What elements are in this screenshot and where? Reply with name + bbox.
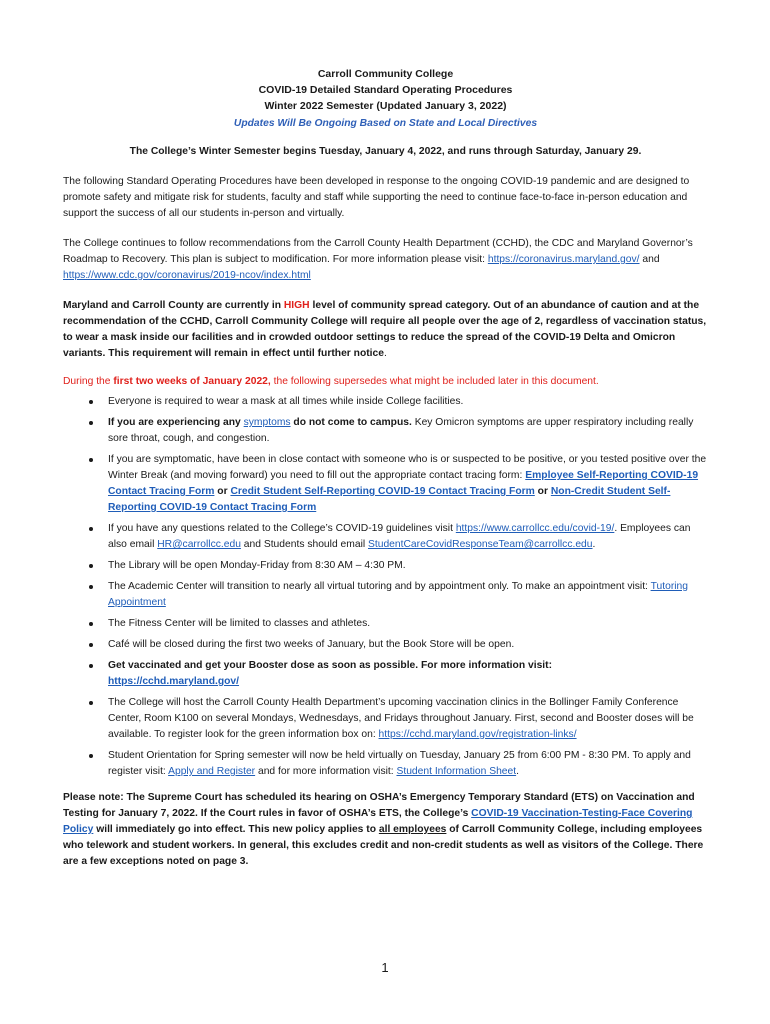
maryland-coronavirus-link[interactable]: https://coronavirus.maryland.gov/ bbox=[487, 254, 640, 265]
cchd-link[interactable]: https://cchd.maryland.gov/ bbox=[108, 676, 240, 687]
hr-email-link[interactable]: HR@carrollcc.edu bbox=[157, 539, 241, 550]
bullet-icon bbox=[89, 527, 93, 531]
supreme-court-note: Please note: The Supreme Court has scheduled its hearing on OSHA’s Emergency Temporary Standard (ETS) on Vaccination and Testing for January 7, 2022. If the Court rules in favor of OSHA’s ETS, the College’s COVID-19 Vaccination-Testing-Face Covering Policy will immediately go into effect. This new policy applies to all employees of Carroll Community College, including employees who telework and student workers. In general, this excludes credit and non-credit students as well as visitors of the College. There are a few exceptions noted on page 3. bbox=[63, 792, 704, 867]
semester-line: Winter 2022 Semester (Updated January 3, 2022) bbox=[264, 100, 507, 112]
list-item: Get vaccinated and get your Booster dose as soon as possible. For more information visit: https://cchd.maryland.gov/ bbox=[63, 658, 708, 690]
bullet-icon bbox=[89, 564, 93, 568]
symptoms-link[interactable]: symptoms bbox=[243, 417, 291, 428]
vaccination-policy-link[interactable]: COVID-19 Vaccination-Testing-Face Covering Policy bbox=[63, 808, 693, 835]
high-level-label: HIGH bbox=[283, 300, 310, 311]
bullet-icon bbox=[89, 701, 93, 705]
registration-links-link[interactable]: https://cchd.maryland.gov/registration-links/ bbox=[378, 729, 577, 740]
recommendations-paragraph: The College continues to follow recommendations from the Carroll County Health Department (CCHD), the CDC and Maryland Governor’s Roadmap to Recovery. This plan is subject to modification. For more information please visit: https://coronavirus.maryland.gov/ and https://www.cdc.gov/coronavirus/2019-ncov/index.html bbox=[63, 238, 693, 281]
bullet-icon bbox=[89, 622, 93, 626]
document-header bbox=[63, 66, 708, 114]
document-title: COVID-19 Detailed Standard Operating Procedures bbox=[258, 84, 513, 96]
apply-register-link[interactable]: Apply and Register bbox=[168, 766, 256, 777]
updates-subtitle: Updates Will Be Ongoing Based on State and Local Directives bbox=[233, 118, 538, 129]
list-item: The Library will be open Monday-Friday from 8:30 AM – 4:30 PM. bbox=[63, 558, 708, 574]
page-number: 1 bbox=[381, 960, 389, 975]
student-care-email-link[interactable]: StudentCareCovidResponseTeam@carrollcc.edu bbox=[368, 539, 593, 550]
list-item: If you are experiencing any symptoms do not come to campus. Key Omicron symptoms are upper respiratory including really sore throat, cough, and congestion. bbox=[63, 415, 708, 447]
bullet-icon bbox=[89, 458, 93, 462]
list-item: Café will be closed during the first two weeks of January, but the Book Store will be open. bbox=[63, 637, 708, 653]
spread-level-paragraph: Maryland and Carroll County are currently in HIGH level of community spread category. Out of an abundance of caution and at the recommendation of the CCHD, Carroll Community College will require all people over the age of 2, regardless of vaccination status, to wear a mask inside our facilities and in crowded outdoor settings to reduce the spread of the COVID-19 Delta and Omicron variants. This requirement will remain in effect until further notice. bbox=[63, 300, 707, 359]
bullet-icon bbox=[89, 400, 93, 404]
semester-dates: The College’s Winter Semester begins Tuesday, January 4, 2022, and runs through Saturday, January 29. bbox=[129, 146, 642, 157]
student-info-sheet-link[interactable]: Student Information Sheet bbox=[396, 766, 517, 777]
list-item: The College will host the Carroll County Health Department’s upcoming vaccination clinics in the Bollinger Family Conference Center, Room K100 on several Mondays, Wednesdays, and Fridays throughout January. First, second and Booster doses will be available. To register look for the green information box on: https://cchd.maryland.gov/registration-links/ bbox=[63, 695, 708, 743]
credit-student-tracing-form-link[interactable]: Credit Student Self-Reporting COVID-19 Contact Tracing Form bbox=[230, 486, 535, 497]
first-two-weeks-heading: During the first two weeks of January 2022, the following supersedes what might be included later in this document. bbox=[63, 376, 599, 387]
bullet-icon bbox=[89, 754, 93, 758]
bullet-icon bbox=[89, 585, 93, 589]
intro-paragraph: The following Standard Operating Procedures have been developed in response to the ongoing COVID-19 pandemic and are designed to promote safety and mitigate risk for students, faculty and staff while supporting the need to continue face-to-face in-person education and support the success of all our students in-person and virtually. bbox=[63, 176, 690, 219]
tutoring-appointment-link[interactable]: Tutoring Appointment bbox=[108, 581, 688, 608]
list-item: If you are symptomatic, have been in close contact with someone who is or suspected to be positive, or you tested positive over the Winter Break (and moving forward) you need to fill out the appropriate contact tracing form: Employee Self-Reporting COVID-19 Contact Tracing Form or Credit Student Self-Reporting COVID-19 Contact Tracing Form or Non-Credit Student Self-Reporting COVID-19 Contact Tracing Form bbox=[63, 452, 708, 516]
cdc-link[interactable]: https://www.cdc.gov/coronavirus/2019-ncov/index.html bbox=[63, 270, 311, 281]
college-name: Carroll Community College bbox=[317, 68, 454, 80]
covid-guidelines-link[interactable]: https://www.carrollcc.edu/covid-19/ bbox=[455, 523, 615, 534]
list-item: Student Orientation for Spring semester will now be held virtually on Tuesday, January 25 from 6:00 PM - 8:30 PM. To apply and register visit: Apply and Register and for more information visit: Student Information Sheet. bbox=[63, 748, 708, 780]
january-rules-list bbox=[63, 394, 708, 780]
employee-tracing-form-link[interactable]: Employee Self-Reporting COVID-19 Contact Tracing Form bbox=[108, 470, 699, 497]
list-item: The Fitness Center will be limited to classes and athletes. bbox=[63, 616, 708, 632]
document-page bbox=[63, 66, 708, 870]
bullet-icon bbox=[89, 664, 93, 668]
list-item: The Academic Center will transition to nearly all virtual tutoring and by appointment only. To make an appointment visit: Tutoring Appointment bbox=[63, 579, 708, 611]
noncredit-student-tracing-form-link[interactable]: Non-Credit Student Self-Reporting COVID-19 Contact Tracing Form bbox=[108, 486, 671, 513]
list-item: If you have any questions related to the College’s COVID-19 guidelines visit https://www.carrollcc.edu/covid-19/. Employees can also email HR@carrollcc.edu and Students should email StudentCareCovidResponseTeam@carrollcc.edu. bbox=[63, 521, 708, 553]
bullet-icon bbox=[89, 421, 93, 425]
bullet-icon bbox=[89, 643, 93, 647]
list-item: Everyone is required to wear a mask at all times while inside College facilities. bbox=[63, 394, 708, 410]
